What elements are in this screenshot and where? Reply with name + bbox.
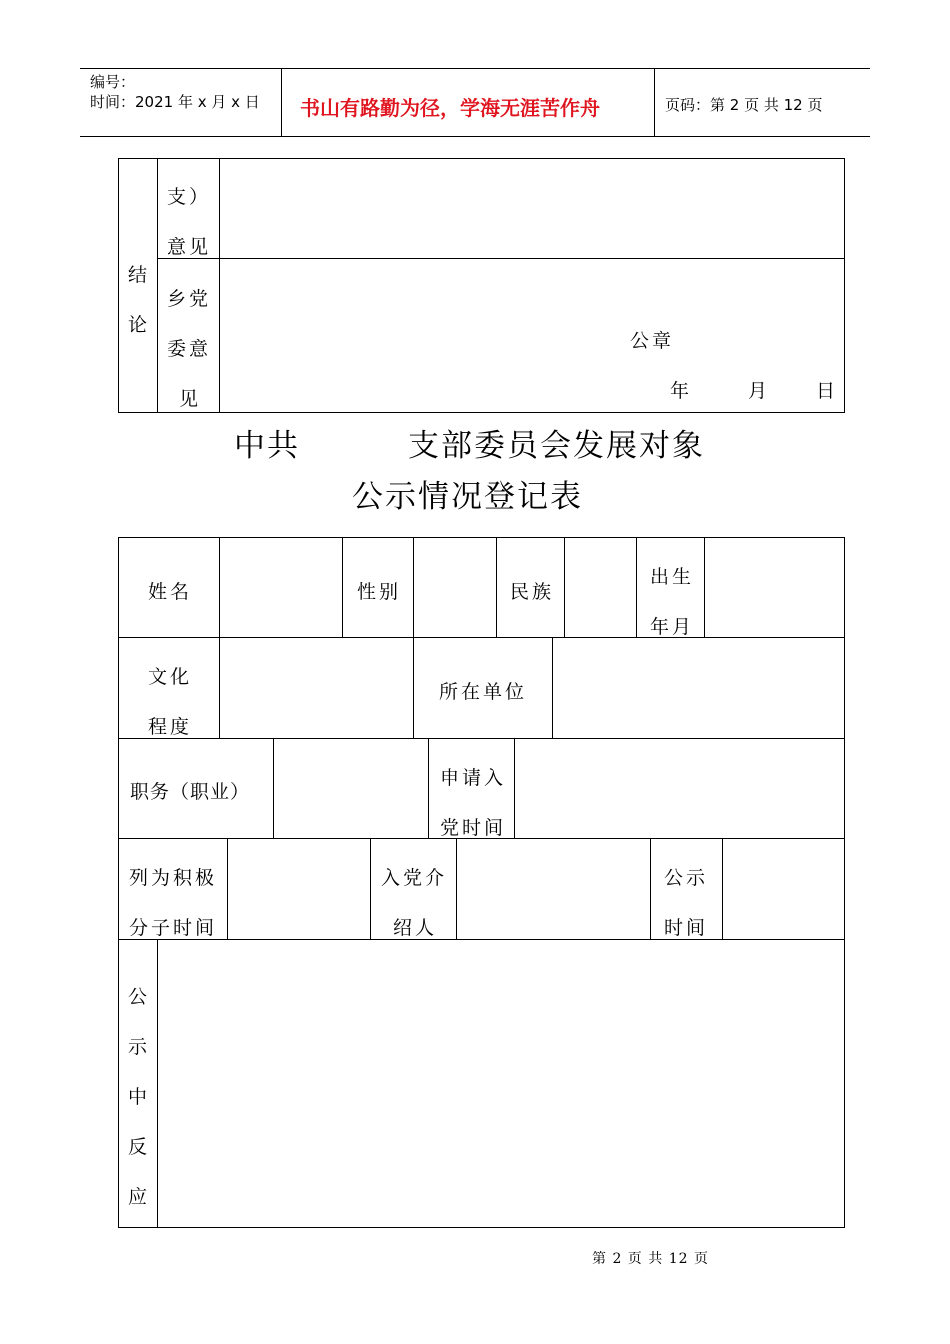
gender-label: 性别 (357, 581, 402, 603)
document-number-label: 编号： (90, 73, 136, 91)
activist-date-label: 列为积极 分子时间 (129, 867, 218, 939)
header-motto: 书山有路勤为径，学海无涯苦作舟 (300, 96, 600, 120)
conclusion-label: 结 论 (128, 264, 151, 336)
workplace-label: 所在单位 (439, 681, 528, 703)
date-year-label: 年 (670, 380, 693, 402)
ethnicity-label: 民族 (510, 581, 555, 603)
date-month-label: 月 (748, 380, 771, 402)
title-line1-right: 支部委员会发展对象 (408, 428, 705, 464)
apply-date-label: 申请入 党时间 (440, 767, 507, 839)
township-committee-opinion-label: 乡党 委意 见 (167, 288, 212, 410)
title-line2: 公示情况登记表 (352, 479, 583, 515)
branch-opinion-label: 支） 意见 (167, 186, 212, 258)
education-label: 文化 程度 (148, 666, 193, 738)
birth-date-label: 出生 年月 (650, 566, 695, 638)
document-time-label: 时间：2021 年 x 月 x 日 (90, 93, 260, 111)
publicity-date-label: 公示 时间 (664, 867, 709, 939)
page-indicator: 页码：第 2 页 共 12 页 (665, 96, 823, 114)
title-line1-left: 中共 (234, 428, 300, 464)
publicity-feedback-label: 公 示 中 反 应 (128, 986, 151, 1208)
date-day-label: 日 (816, 380, 839, 402)
footer-page-number: 第 2 页 共 12 页 (592, 1251, 709, 1267)
name-label: 姓名 (148, 581, 193, 603)
introducer-label: 入党介 绍人 (381, 867, 448, 939)
position-label: 职务（职业） (130, 781, 251, 803)
seal-label: 公章 (630, 330, 675, 352)
